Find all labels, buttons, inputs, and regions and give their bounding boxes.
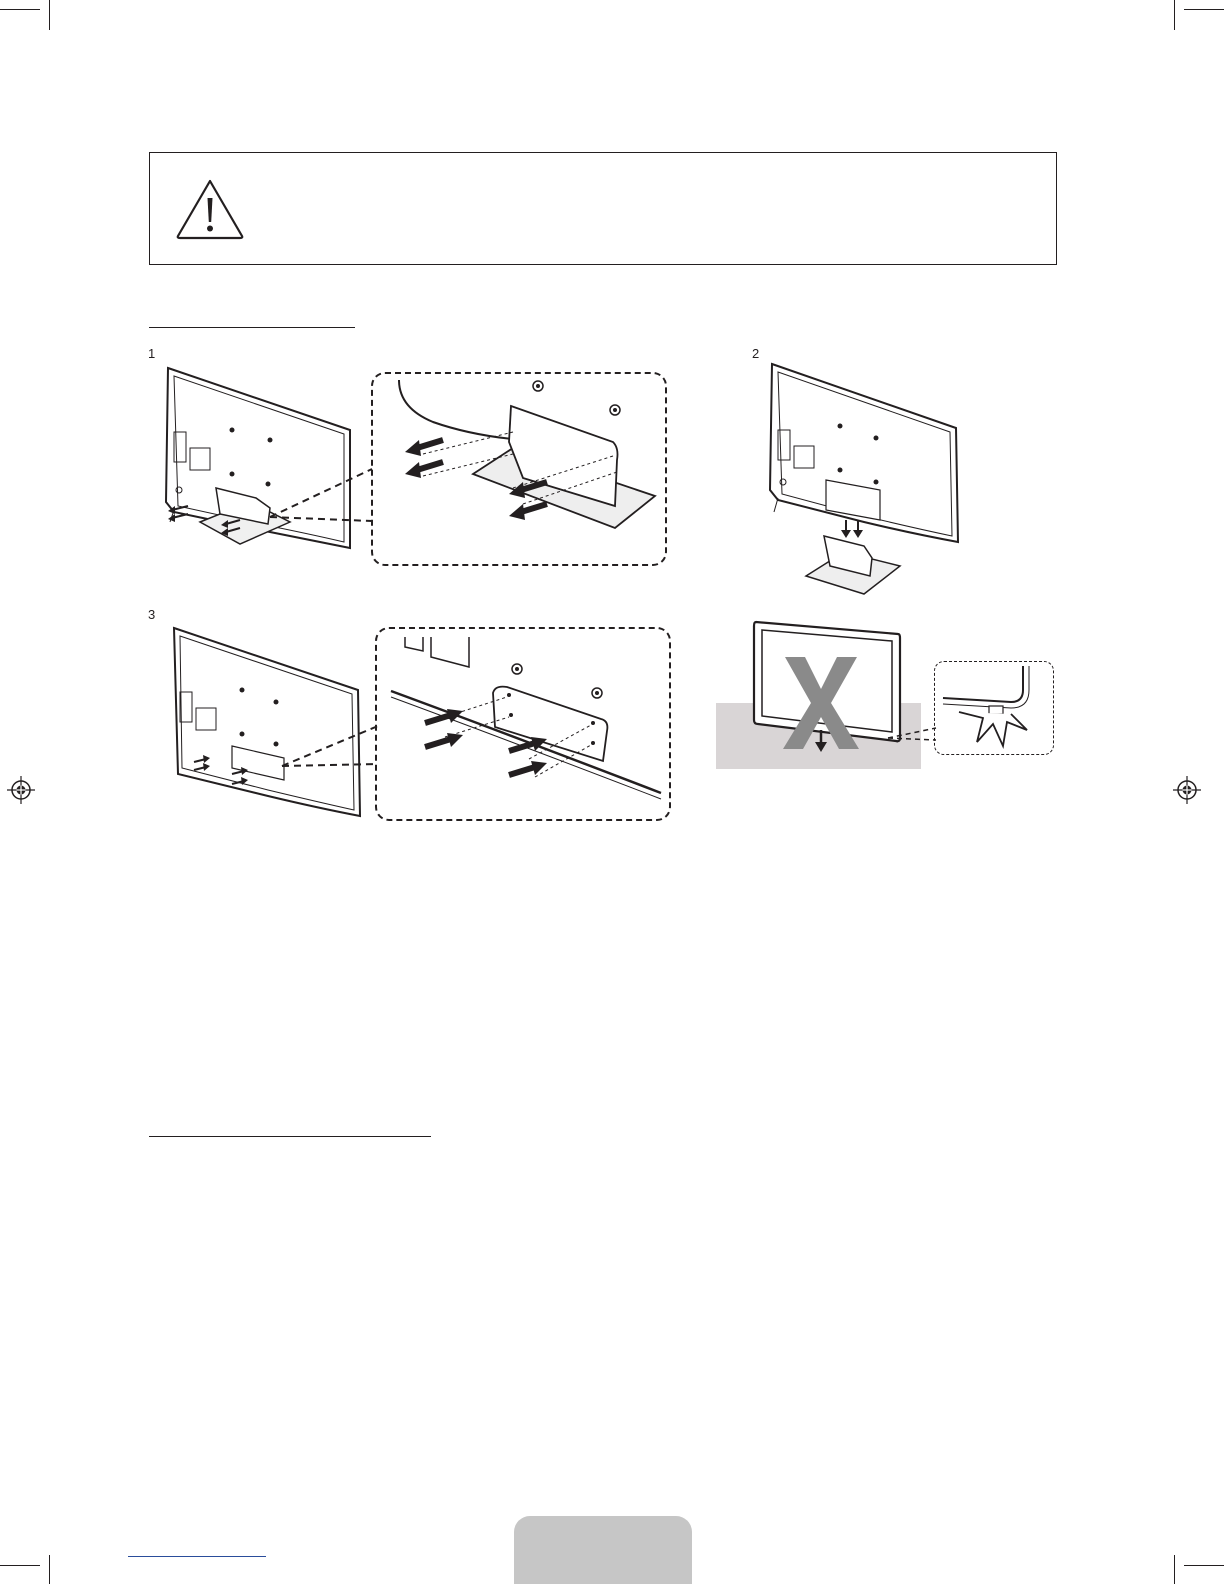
arrow-icon: [505, 735, 549, 787]
arrow-icon: [838, 518, 868, 540]
arrow-icon: [507, 472, 557, 524]
footer-link-underline: [128, 1556, 266, 1557]
callout-connector: [886, 724, 938, 744]
crop-mark-bottom-right-v: [1174, 1555, 1175, 1584]
crop-mark-top-right-v: [1174, 0, 1175, 30]
arrow-icon: [421, 709, 465, 759]
tv-rear-detached-stand-illustration: [764, 362, 964, 602]
step-number: 1: [148, 346, 156, 361]
registration-mark-icon: [1172, 775, 1202, 805]
crop-mark-top-right-h: [1184, 9, 1224, 10]
registration-mark-icon: [6, 775, 36, 805]
callout-connector: [268, 465, 378, 545]
callout-connector: [280, 722, 380, 782]
caution-box: [149, 152, 1057, 265]
crop-mark-bottom-right-h: [1184, 1565, 1224, 1566]
crop-mark-bottom-left-h: [0, 1565, 40, 1566]
step-number: 3: [148, 607, 156, 622]
warning-triangle-icon: [175, 178, 245, 240]
arrow-icon: [166, 498, 246, 540]
impact-detail-callout: [934, 661, 1054, 755]
arrow-icon: [813, 728, 829, 754]
crop-mark-bottom-left-v: [49, 1555, 50, 1584]
step1-detail-callout: [371, 372, 667, 566]
step3-detail-callout: [375, 627, 671, 821]
section-heading-rule: [149, 1136, 431, 1137]
impact-burst-illustration: [937, 664, 1051, 752]
arrow-icon: [192, 754, 252, 790]
crop-mark-top-left-h: [0, 9, 40, 10]
page-number-tab: [514, 1516, 692, 1584]
section-heading-rule: [149, 327, 355, 328]
arrow-icon: [403, 430, 451, 482]
crop-mark-top-left-v: [49, 0, 50, 30]
step-number: 2: [752, 346, 760, 361]
